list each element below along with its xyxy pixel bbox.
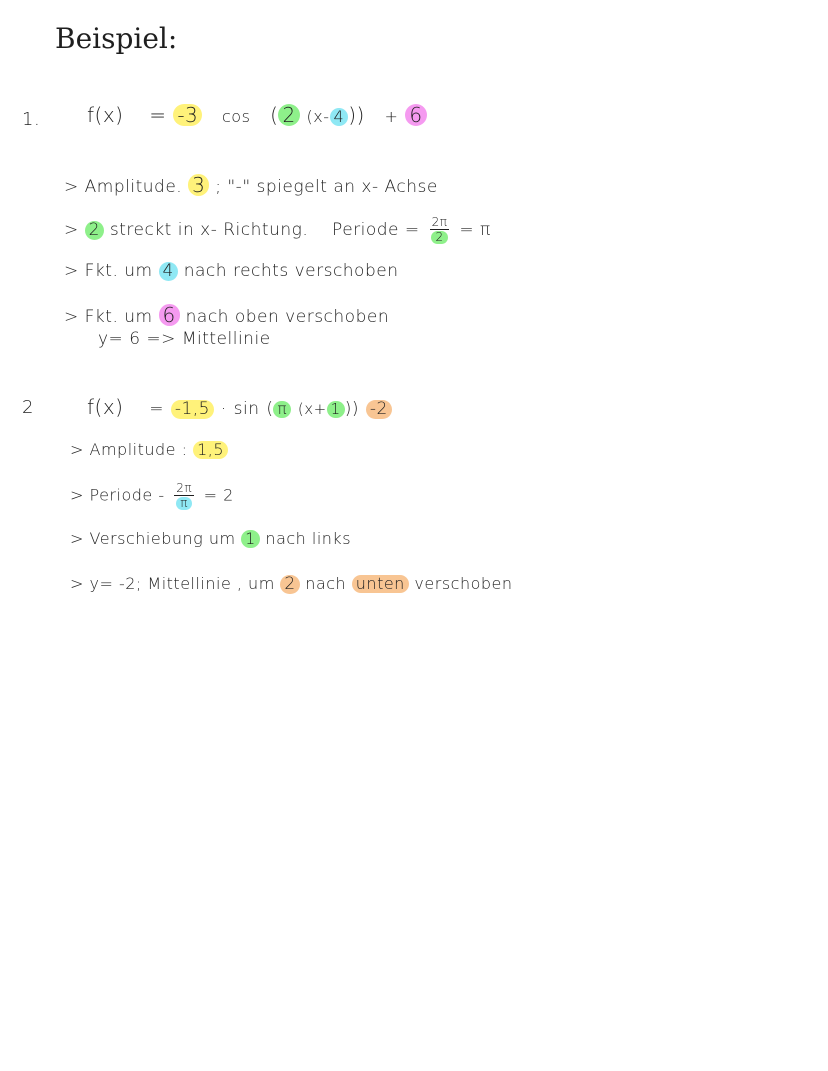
period-label: Periode = (332, 220, 420, 241)
bullet-amplitude-2 (70, 441, 228, 459)
example-1-number: 1. (22, 109, 41, 130)
amplitude-term: -1,5 (171, 400, 214, 419)
midline-note-1: y= 6 => Mittellinie (98, 329, 271, 349)
paren-open: ( (266, 399, 274, 419)
bullet-text: Fkt. um (84, 307, 153, 327)
inner-open: (x+ (297, 400, 327, 418)
bullet-text: nach oben verschoben (185, 307, 390, 327)
formula-lhs: f(x) (87, 395, 124, 419)
stretch-term: 2 (278, 104, 299, 126)
bullet-shift-y-2 (70, 575, 513, 594)
bullet-stretch-1 (64, 216, 491, 244)
fraction-numerator: 2π (431, 215, 448, 229)
example-2-formula (87, 396, 392, 419)
function-name: sin (233, 399, 260, 419)
bullet-label: Amplitude. (84, 177, 183, 197)
amplitude-term: -3 (173, 104, 202, 126)
bullet-text: nach rechts verschoben (183, 261, 399, 281)
stretch-term: π (273, 401, 291, 418)
bullet-text: verschoben (414, 574, 513, 593)
shift-y-term: -2 (366, 400, 392, 419)
bullet-text: streckt in x- Richtung. (109, 220, 309, 241)
amplitude-value: 3 (188, 174, 209, 196)
bullet-text: ; "-" spiegelt an x- Achse (215, 177, 438, 197)
arrow-icon: > (70, 574, 84, 593)
period-result: = 2 (203, 485, 234, 505)
bullet-shift-x-1 (64, 262, 399, 281)
bullet-text: Fkt. um (84, 261, 153, 281)
bullet-shift-x-2 (70, 530, 351, 548)
period-label: Periode - (89, 485, 165, 505)
bullet-text: nach (305, 574, 347, 593)
plus-sign: + (384, 107, 399, 126)
function-name: cos (222, 107, 251, 126)
bullet-text: y= -2; Mittellinie , um (89, 574, 275, 593)
bullet-amplitude-1 (64, 174, 438, 197)
formula-eq: = (149, 399, 164, 419)
amplitude-value: 1,5 (193, 441, 228, 459)
page-title: Beispiel: (55, 22, 178, 55)
fraction-numerator: 2π (176, 481, 193, 495)
period-result: = π (459, 220, 491, 241)
fraction-denominator: 2 (431, 231, 447, 244)
formula-lhs: f(x) (87, 103, 124, 127)
arrow-icon: > (64, 177, 79, 197)
shift-x-term: 4 (330, 108, 349, 126)
example-1-formula (87, 104, 427, 126)
example-2-number: 2 (22, 397, 34, 418)
bullet-period-2 (70, 482, 234, 510)
inner-open: (x- (306, 107, 330, 126)
multiply-dot: · (220, 399, 227, 419)
arrow-icon: > (70, 485, 84, 505)
direction-word: unten (352, 575, 409, 593)
period-fraction (430, 216, 450, 244)
formula-eq: = (149, 103, 167, 127)
shift-y-value: 6 (159, 304, 180, 326)
shift-y-value: 2 (280, 575, 299, 594)
arrow-icon: > (64, 261, 79, 281)
fraction-denominator: π (176, 497, 192, 510)
bullet-shift-y-1 (64, 304, 389, 327)
inner-close: )) (348, 103, 365, 127)
paren-open: ( (270, 103, 279, 127)
shift-x-value: 4 (159, 262, 178, 281)
bullet-text: nach links (265, 529, 352, 548)
bullet-text: Verschiebung um (89, 529, 236, 548)
inner-close: )) (344, 399, 359, 419)
stretch-value: 2 (85, 221, 104, 240)
arrow-icon: > (64, 307, 79, 327)
period-fraction (174, 482, 194, 510)
arrow-icon: > (70, 529, 84, 548)
bullet-label: Amplitude : (89, 440, 188, 459)
shift-x-value: 1 (241, 530, 260, 548)
shift-x-term: 1 (327, 401, 345, 418)
shift-y-term: 6 (405, 104, 426, 126)
arrow-icon: > (64, 220, 79, 241)
arrow-icon: > (70, 440, 84, 459)
